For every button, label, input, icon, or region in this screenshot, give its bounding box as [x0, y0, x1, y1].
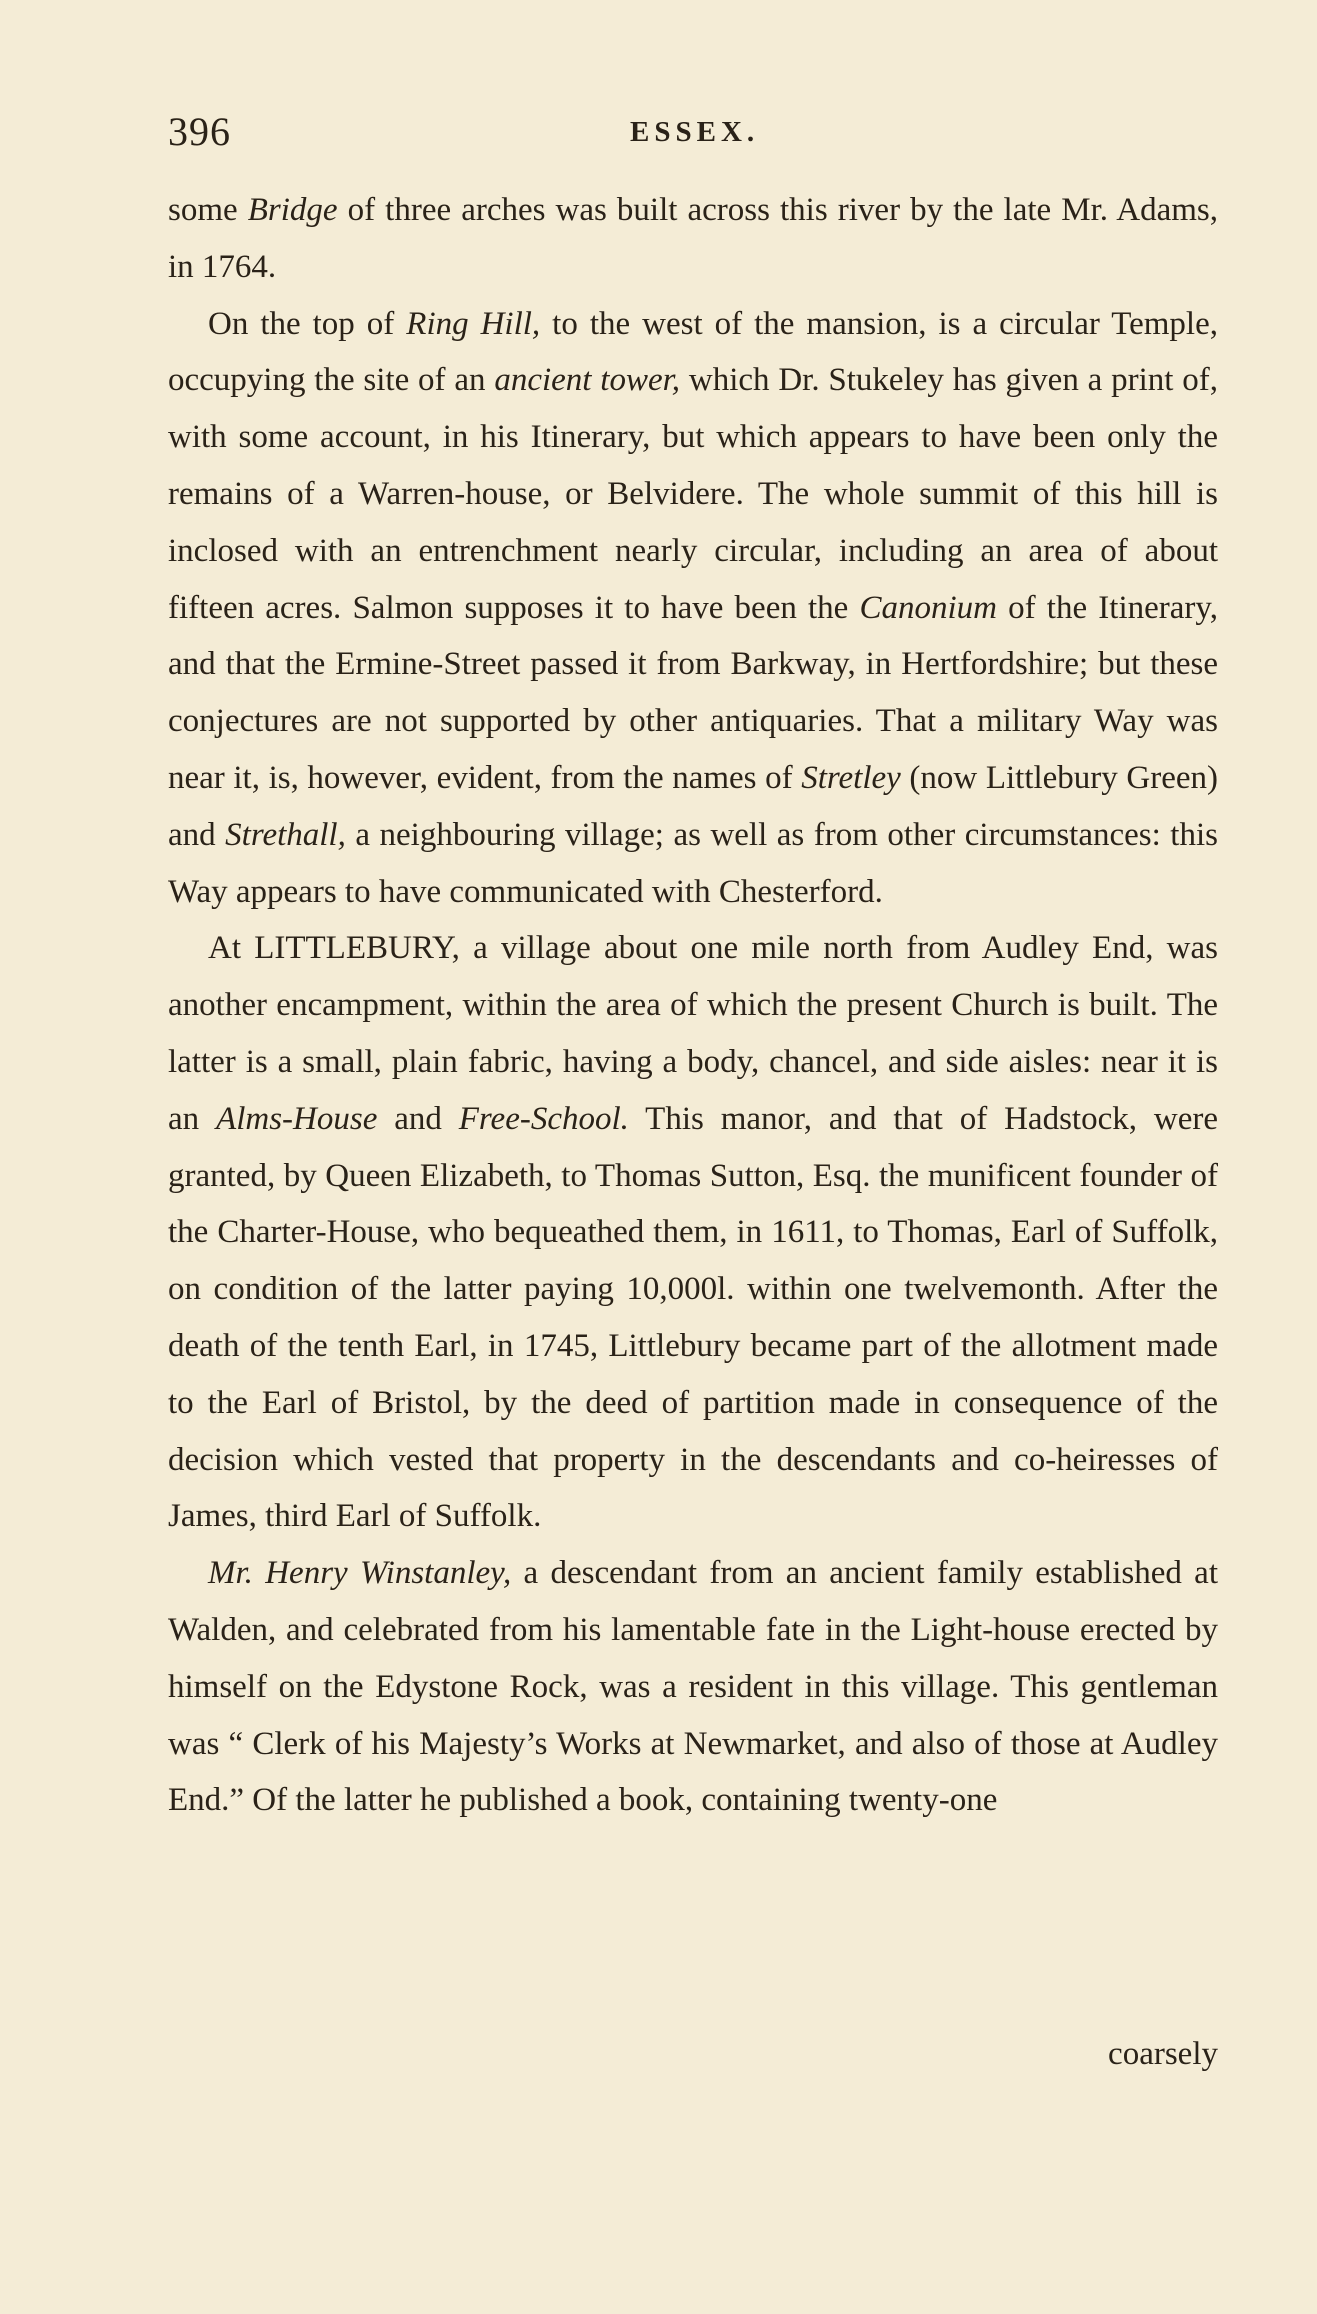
text-run: This manor, and that of Hadstock, were granted, by Queen Elizabeth, to Thomas Sutton, Esq. the munificent founder of the Charter-House, who bequeathed them, in 1611, to Thomas, Earl of Suffolk, on condition of the latter paying 10,000l. within one twelvemonth. After the death of the tenth Earl, in 1745, Littlebury became part of the allotment made to the Earl of Bristol, by the deed of partition made in consequence of the decision which vested that property in the descendants and co-heiresses of James, third Earl of Suffolk.	[168, 1100, 1218, 1535]
paragraph	[168, 296, 1218, 921]
paragraph	[168, 182, 1218, 296]
italic-run: Free-School.	[458, 1100, 629, 1137]
italic-run: ancient tower,	[494, 362, 681, 399]
italic-run: Strethall,	[225, 816, 346, 853]
body-text	[168, 182, 1218, 1829]
italic-run: Ring Hill,	[406, 305, 541, 342]
page-number: 396	[168, 109, 231, 154]
text-run: and	[377, 1100, 459, 1137]
text-run: a descendant from an ancient family established at Walden, and celebrated from his lamentable fate in the Light-house erected by himself on the Edystone Rock, was a resident in this village. This gentleman was “ Clerk of his Majesty’s Works at Newmarket, and also of those at Audley End.” Of the latter he published a book, containing twenty-one	[168, 1555, 1219, 1819]
text-run: At LITTLEBURY, a village about one mile north from Audley End, was another encampment, within the area of which the present Church is built. The latter is a small, plain fabric, having a body, chancel, and side aisles: near it is an	[168, 930, 1218, 1137]
text-run: a neighbouring village; as well as from other circumstances: this Way appears to have communicated with Chesterford.	[168, 816, 1218, 910]
page-header	[168, 108, 1218, 158]
running-head: ESSEX.	[630, 116, 760, 148]
italic-run: Stretley	[801, 759, 901, 796]
text-run: some	[168, 192, 248, 228]
text-run: to the west of the mansion, is a circular Temple, occupying the site of an	[168, 305, 1219, 399]
paragraph	[168, 1545, 1218, 1829]
text-run: (now Littlebury Green) and	[168, 759, 1218, 853]
text-run: of the Itinerary, and that the Ermine-Street passed it from Barkway, in Hertfordshire; but these conjectures are not supported by other antiquaries. That a military Way was near it, is, however, evident, from the names of	[168, 589, 1218, 796]
text-run: On the top of	[208, 305, 407, 342]
text-run: of three arches was built across this river by the late Mr. Adams, in 1764.	[168, 192, 1218, 285]
italic-run: Alms-House	[216, 1100, 378, 1137]
catchword: coarsely	[1108, 2036, 1218, 2072]
paragraph	[168, 920, 1218, 1545]
italic-run: Bridge	[247, 192, 338, 228]
italic-run: Mr. Henry Winstanley,	[208, 1555, 512, 1592]
italic-run: Canonium	[859, 589, 997, 626]
text-run: which Dr. Stukeley has given a print of, with some account, in his Itinerary, but which appears to have been only the remains of a Warren-house, or Belvidere. The whole summit of this hill is inclosed with an entrenchment nearly circular, including an area of about fifteen acres. Salmon supposes it to have been the	[168, 362, 1218, 626]
